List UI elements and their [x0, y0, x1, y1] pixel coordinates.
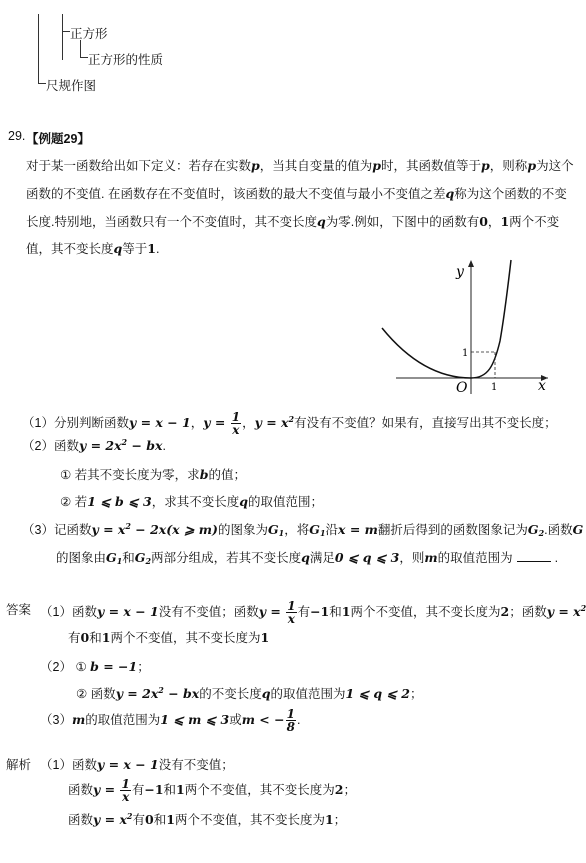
tree-vline-inner: [62, 14, 63, 60]
question-1: （1）分别判断函数y = x − 1，y = $\frac{1}{x}$ ，$y = x^2$有没有不变值？如果有，直接写出其不变长度；: [22, 410, 557, 438]
intro-line-1: 对于某一函数给出如下定义：若存在实数p，当其自变量的值为p时，其函数值等于p，则称p为这个: [26, 158, 574, 173]
question-2-part-2: ② 若1 ⩽ b ⩽ 3，求其不变长度q的取值范围；: [60, 494, 323, 509]
tree-hline-1: [62, 31, 70, 32]
answer-3: （3）m的取值范围为1 ⩽ m ⩽ 3或m < − $\frac{1}{8}$ .: [40, 707, 301, 735]
question-2-part-1: ① 若其不变长度为零，求b的值；: [60, 467, 246, 482]
question-2: （2）函数$y = 2x^2$ − bx.: [22, 437, 166, 453]
analysis-line-2: 函数y = $\frac{1}{x}$ 有−1和1两个不变值，其不变长度为2；: [68, 777, 356, 805]
tick-y-1: 1: [462, 348, 469, 359]
answer-blank: [517, 551, 551, 562]
intro-line-4: 值，其不变长度q等于1.: [26, 241, 160, 256]
intro-line-2: 函数的不变值. 在函数存在不变值时，该函数的最大不变值与最小不变值之差q称为这个函数的不变: [26, 186, 567, 201]
origin-label: O: [456, 380, 468, 396]
tree-vline-sub: [80, 40, 81, 58]
tree-vline-outer: [38, 14, 39, 84]
analysis-line-3: 函数$y = x^2$有0和1两个不变值，其不变长度为1；: [68, 811, 347, 827]
intro-line-3: 长度.特别地，当函数只有一个不变值时，其不变长度q为零.例如，下图中的函数有0，1两个不变: [26, 214, 560, 229]
y-axis-label: y: [456, 264, 464, 280]
analysis-label: 解析: [6, 758, 32, 772]
analysis-line-1: （1）函数y = x − 1没有不变值；: [40, 757, 234, 772]
function-graph-figure: [378, 256, 550, 396]
tree-node-square: 正方形: [70, 27, 108, 41]
answer-1-line-2: 有0和1两个不变值，其不变长度为1: [68, 630, 270, 645]
problem-number: 29.: [8, 129, 26, 143]
tree-node-ruler-compass: 尺规作图: [46, 79, 97, 93]
answer-2-line-1: （2） ① b = −1；: [40, 659, 150, 674]
x-axis-label: x: [538, 378, 546, 394]
tick-x-1: 1: [491, 382, 498, 393]
tree-hline-3: [38, 83, 46, 84]
tree-node-square-properties: 正方形的性质: [88, 53, 164, 67]
answer-1-line-1: （1）函数y = x − 1没有不变值；函数y = $\frac{1}{x}$ 有−1和1两个不变值，其不变长度为2；函数$y = x^2$: [40, 599, 586, 627]
question-3-line-1: （3）记函数$y = x^2 - 2x(x$ ⩾ m)的图象为$G_1$，将$G_1$沿x = m翻折后得到的函数图象记为$G_2$.函数G: [22, 521, 584, 538]
problem-tag: 【例题29】: [26, 132, 90, 146]
tree-hline-2: [80, 57, 88, 58]
question-3-line-2: 的图象由$G_1$和$G_2$两部分组成，若其不变长度q满足0 ⩽ q ⩽ 3，则m的取值范围为 .: [56, 550, 559, 566]
answer-2-line-2: ② 函数$y = 2x^2$ − bx的不变长度q的取值范围为1 ⩽ q ⩽ 2；: [76, 685, 423, 701]
answer-label: 答案: [6, 603, 32, 617]
